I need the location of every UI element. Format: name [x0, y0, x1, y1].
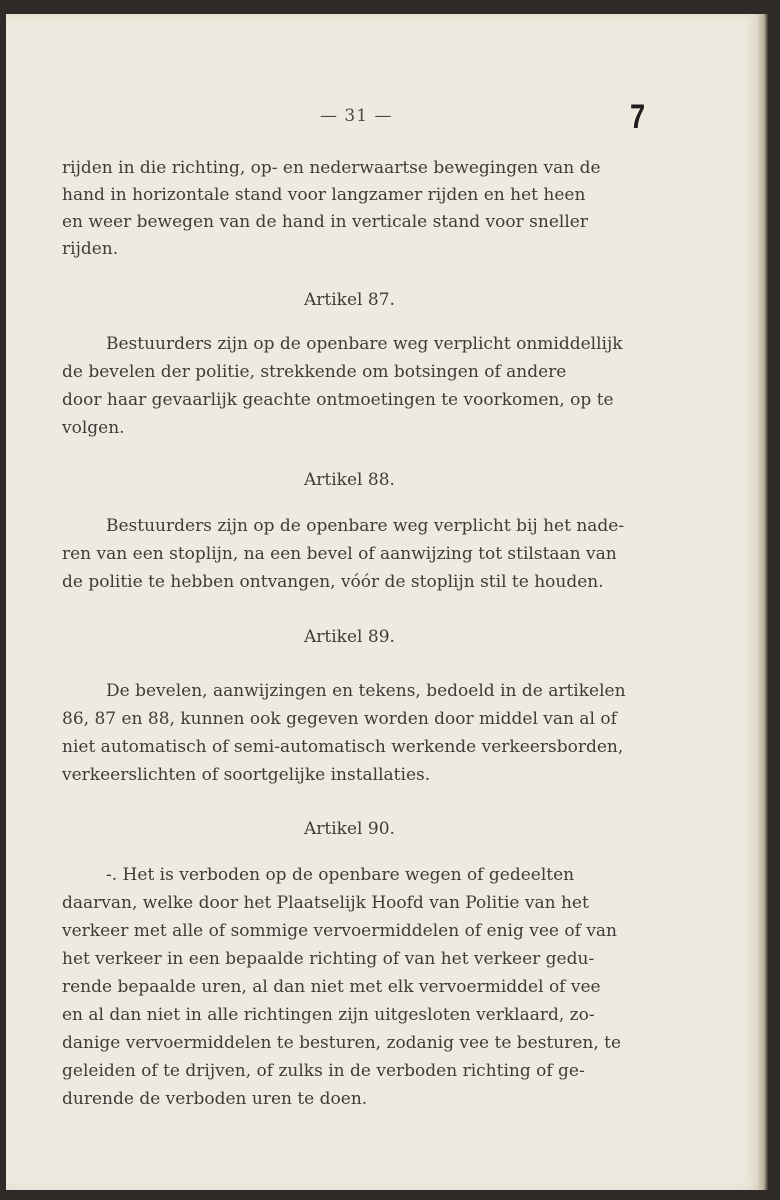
text-line: de bevelen der politie, strekkende om botsingen of andere: [62, 362, 567, 382]
page-edge: [758, 14, 768, 1190]
text-line: de politie te hebben ontvangen, vóór de stoplijn stil te houden.: [62, 572, 604, 592]
article-heading: Artikel 90.: [304, 819, 395, 839]
text-line: niet automatisch of semi-automatisch werkende verkeersborden,: [62, 737, 624, 757]
text-line: verkeer met alle of sommige vervoermiddelen of enig vee of van: [62, 921, 618, 941]
text-line: hand in horizontale stand voor langzamer rijden en het heen: [62, 185, 586, 205]
text-line: danige vervoermiddelen te besturen, zodanig vee te besturen, te: [62, 1033, 622, 1053]
text-line: 86, 87 en 88, kunnen ook gegeven worden door middel van al of: [62, 709, 617, 729]
text-line: durende de verboden uren te doen.: [62, 1089, 368, 1109]
article-heading: Artikel 88.: [304, 470, 395, 490]
text-line: rijden.: [62, 239, 119, 259]
text-line: door haar gevaarlijk geachte ontmoetingen te voorkomen, op te: [62, 390, 614, 410]
text-line: Bestuurders zijn op de openbare weg verplicht onmiddellijk: [106, 334, 623, 354]
page-number: — 31 —: [320, 106, 393, 126]
text-line: De bevelen, aanwijzingen en tekens, bedoeld in de artikelen: [106, 681, 626, 701]
article-heading: Artikel 87.: [304, 290, 395, 310]
text-line: het verkeer in een bepaalde richting of van het verkeer gedu-: [62, 949, 595, 969]
text-line: volgen.: [62, 418, 125, 438]
text-line: daarvan, welke door het Plaatselijk Hoofd van Politie van het: [62, 893, 589, 913]
folio-mark: 7: [630, 98, 646, 136]
book-page: [6, 14, 758, 1190]
text-line: -. Het is verboden op de openbare wegen of gedeelten: [106, 865, 575, 885]
text-line: verkeerslichten of soortgelijke installaties.: [62, 765, 431, 785]
text-line: en weer bewegen van de hand in verticale stand voor sneller: [62, 212, 588, 232]
text-line: ren van een stoplijn, na een bevel of aanwijzing tot stilstaan van: [62, 544, 617, 564]
text-line: rende bepaalde uren, al dan niet met elk vervoermiddel of vee: [62, 977, 601, 997]
text-line: en al dan niet in alle richtingen zijn uitgesloten verklaard, zo-: [62, 1005, 595, 1025]
article-heading: Artikel 89.: [304, 627, 395, 647]
text-line: geleiden of te drijven, of zulks in de verboden richting of ge-: [62, 1061, 585, 1081]
text-line: rijden in die richting, op- en nederwaartse bewegingen van de: [62, 158, 601, 178]
text-line: Bestuurders zijn op de openbare weg verplicht bij het nade-: [106, 516, 625, 536]
